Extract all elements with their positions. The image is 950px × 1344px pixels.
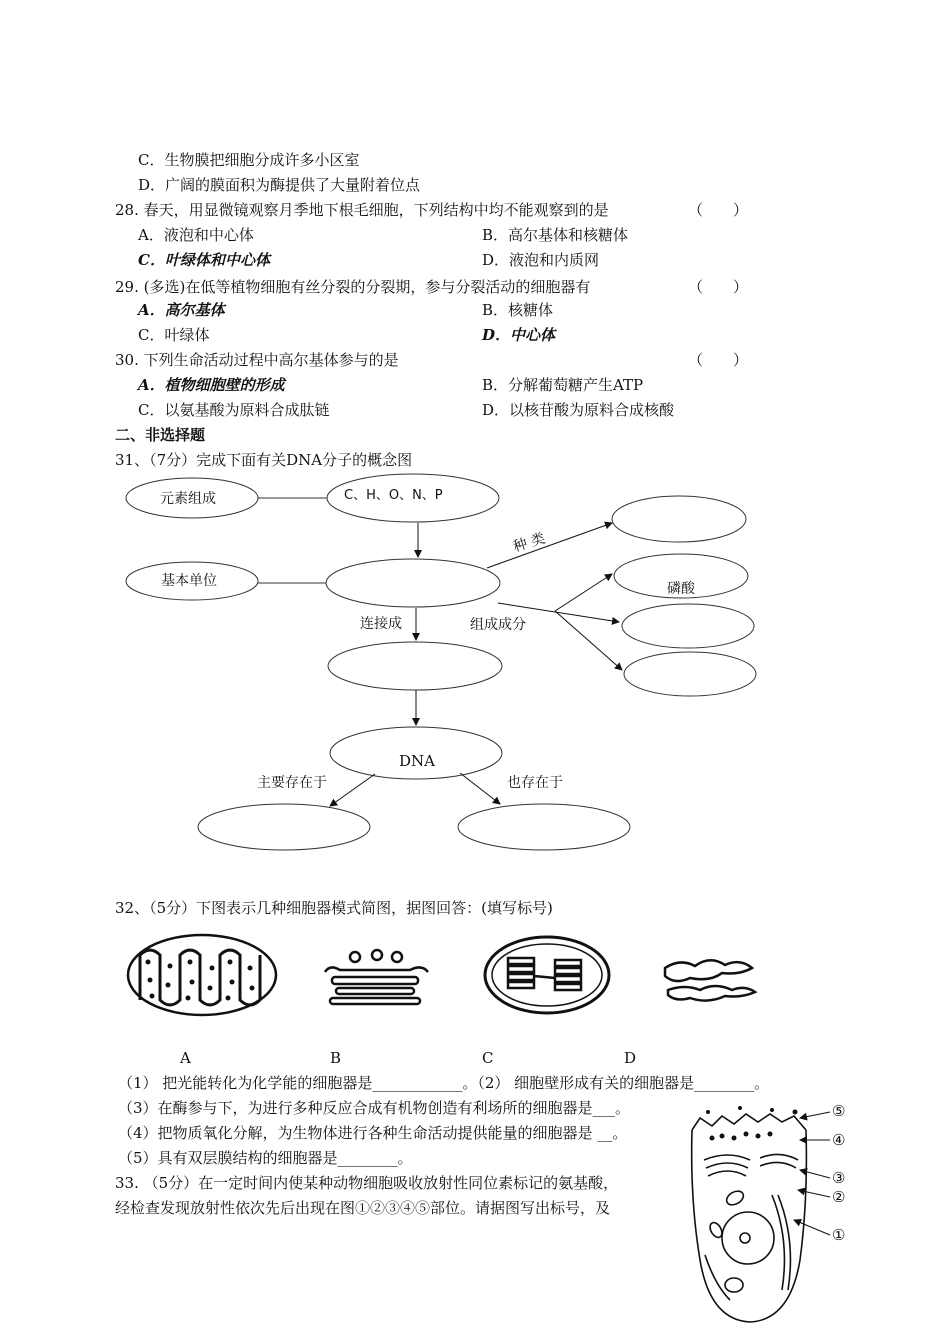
q30-paren: （ ） bbox=[688, 351, 749, 369]
q32-sub-1-2: （1） 把光能转化为化学能的细胞器是____________。（2） 细胞壁形成有关的细胞器是________。 bbox=[118, 1074, 770, 1092]
concept-link: 连接成 bbox=[360, 616, 402, 632]
q30-option-c: C．以氨基酸为原料合成肽链 bbox=[138, 401, 330, 419]
cell-marker-4: ④ bbox=[832, 1131, 846, 1149]
cell-marker-5: ⑤ bbox=[832, 1102, 846, 1120]
q33-line-2: 经检查发现放射性依次先后出现在图①②③④⑤部位。请据图写出标号，及 bbox=[115, 1199, 611, 1217]
q29-option-a: A．高尔基体 bbox=[138, 301, 225, 319]
q28-option-b: B．高尔基体和核糖体 bbox=[482, 226, 629, 244]
q31-stem: 31、（7分）完成下面有关DNA分子的概念图 bbox=[115, 451, 413, 469]
q30-option-d: D．以核苷酸为原料合成核酸 bbox=[482, 401, 675, 419]
q29-option-d: D．中心体 bbox=[482, 326, 556, 344]
q32-sub-5: （5）具有双层膜结构的细胞器是________。 bbox=[118, 1149, 413, 1167]
q28-option-d: D．液泡和内质网 bbox=[482, 251, 600, 269]
q28-option-c: C．叶绿体和中心体 bbox=[138, 251, 270, 269]
q30-option-a: A．植物细胞壁的形成 bbox=[138, 376, 285, 394]
q28-option-a: A．液泡和中心体 bbox=[138, 226, 254, 244]
cell-marker-2: ② bbox=[832, 1188, 846, 1206]
cell-marker-1: ① bbox=[832, 1226, 846, 1244]
concept-phosphate: 磷酸 bbox=[667, 581, 695, 597]
q27-option-d: D．广阔的膜面积为酶提供了大量附着位点 bbox=[138, 176, 421, 194]
q28-paren: （ ） bbox=[688, 201, 749, 219]
concept-kinds: 种 类 bbox=[511, 530, 548, 556]
concept-also-in: 也存在于 bbox=[507, 775, 563, 791]
q29-option-b: B．核糖体 bbox=[482, 301, 554, 319]
cell-marker-3: ③ bbox=[832, 1169, 846, 1187]
concept-mainly-in: 主要存在于 bbox=[257, 775, 327, 791]
concept-components: 组成成分 bbox=[470, 617, 526, 633]
q32-sub-3: （3）在酶参与下，为进行多种反应合成有机物创造有利场所的细胞器是___。 bbox=[118, 1099, 631, 1117]
organelle-label-d: D bbox=[624, 1049, 637, 1067]
q30-option-b: B．分解葡萄糖产生ATP bbox=[482, 376, 644, 394]
organelle-label-b: B bbox=[330, 1049, 342, 1067]
q32-stem: 32、（5分）下图表示几种细胞器模式简图，据图回答：(填写标号) bbox=[115, 899, 553, 917]
q29-paren: （ ） bbox=[688, 278, 749, 296]
q28-stem: 28. 春天，用显微镜观察月季地下根毛细胞，下列结构中均不能观察到的是 bbox=[115, 201, 609, 219]
section-heading: 二、非选择题 bbox=[115, 426, 206, 444]
q27-option-c: C．生物膜把细胞分成许多小区室 bbox=[138, 151, 360, 169]
concept-dna: DNA bbox=[399, 752, 435, 770]
organelle-label-c: C bbox=[482, 1049, 494, 1067]
q32-sub-4: （4）把物质氧化分解，为生物体进行各种生命活动提供能量的细胞器是 __。 bbox=[118, 1124, 628, 1142]
organelle-label-a: A bbox=[180, 1049, 191, 1067]
q29-stem: 29. (多选)在低等植物细胞有丝分裂的分裂期，参与分裂活动的细胞器有 bbox=[115, 278, 591, 296]
concept-element-label: 元素组成 bbox=[160, 491, 216, 507]
q29-option-c: C．叶绿体 bbox=[138, 326, 210, 344]
concept-elements: C、H、O、N、P bbox=[344, 488, 443, 503]
q30-stem: 30. 下列生命活动过程中高尔基体参与的是 bbox=[115, 351, 399, 369]
concept-unit-label: 基本单位 bbox=[161, 573, 217, 589]
q33-line-1: 33. （5分）在一定时间内使某种动物细胞吸收放射性同位素标记的氨基酸， bbox=[115, 1174, 619, 1192]
